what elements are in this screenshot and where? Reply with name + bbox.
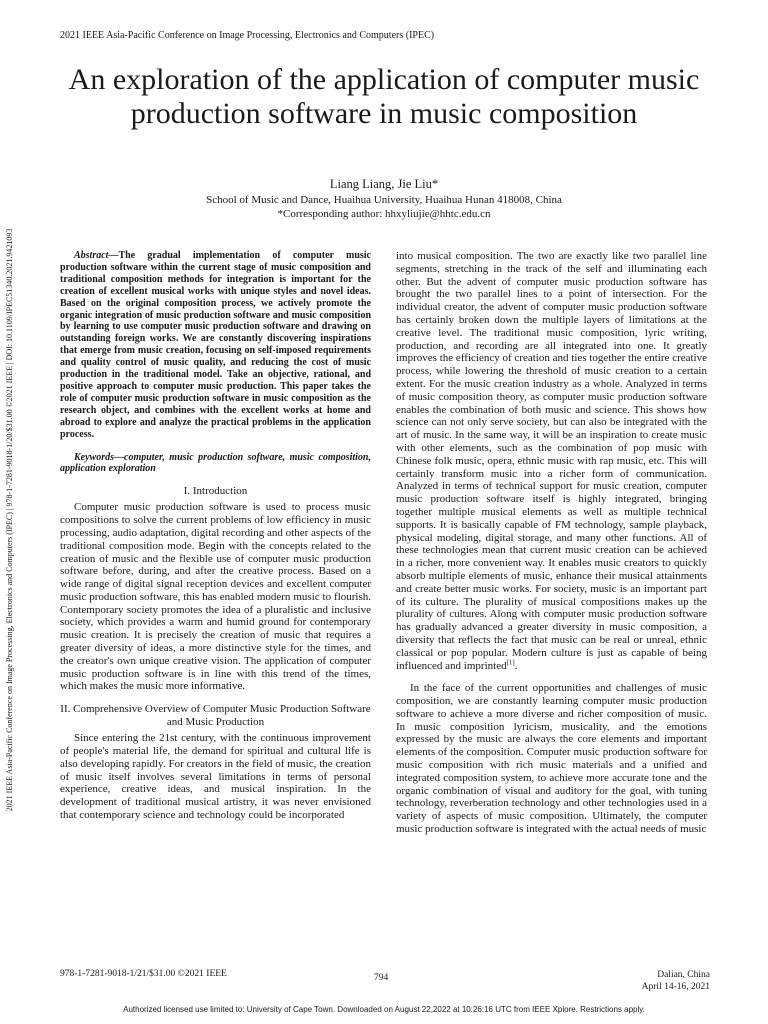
right-paragraph-1-end: . bbox=[514, 659, 518, 672]
license-notice: Authorized licensed use limited to: University of Cape Town. Downloaded on August 22,2022 at 10:26:16 UTC from IEEE Xplore. Restrictions apply. bbox=[123, 1005, 645, 1014]
right-column bbox=[396, 250, 707, 836]
affiliation: School of Music and Dance, Huaihua University, Huaihua Hunan 418008, China bbox=[206, 194, 562, 206]
left-column bbox=[60, 250, 371, 822]
introduction-paragraph: Computer music production software is used to process music compositions to solve the current problems of low efficiency in music processing, audio adaptation, digital recording and other aspects of the traditional composition mode. Begin with the concepts related to the creation of music and the flexible use of computer music production software before, during, and after the creative process. Based on a wide range of digital signal reception devices and excellent computer music production software, this has enabled modern music to flourish. Contemporary society promotes the idea of a pluralistic and inclusive society, which provides a warm and humid ground for contemporary music creation. It is precisely the creation of music that requires a greater diversity of ideas, a more distinctive style for the times, and the creator's own unique creative vision. The application of computer music production software is in line with this trend of the times, which makes the music more informative. bbox=[60, 501, 371, 693]
citation-ref: [1] bbox=[506, 657, 515, 666]
overview-paragraph: Since entering the 21st century, with the continuous improvement of people's material life, the demand for spiritual and cultural life is also developing rapidly. For creators in the field of music, the creation of music itself involves several limitations in terms of personal experience, creative ideas, and musical inspiration. In the development of traditional musical artistry, it was never envisioned that contemporary science and technology could be incorporated bbox=[60, 732, 371, 822]
section-heading-introduction: I. Introduction bbox=[183, 485, 248, 498]
right-paragraph-1 bbox=[396, 250, 707, 672]
abstract-text: The gradual implementation of computer music production software within the current stage of music composition and traditional composition methods for integration is important for the creation of excellent musical works with unique styles and novel ideas. Based on the original composition process, we actively promote the organic integration of music production software and music composition by learning to use computer music production software and drawing on outstanding foreign works. We are constantly discovering inspirations that emerge from music creation, focusing on self-imposed requirements and quality control of music quality, and reducing the cost of music production in the traditional model. Take an objective, rational, and positive approach to computer music production. This paper takes the role of computer music production software in music composition as the research object, and combines with the excellent works at home and abroad to explore and analyze the practical problems in the application process. bbox=[60, 250, 371, 440]
section-heading-overview: II. Comprehensive Overview of Computer Music Production Software and Music Production bbox=[60, 703, 371, 729]
footer-location: Dalian, China bbox=[657, 970, 710, 980]
paper-title: An exploration of the application of computer music production software in music composition bbox=[68, 63, 700, 130]
footer-dates: April 14-16, 2021 bbox=[641, 982, 710, 992]
side-doi-text: 2021 IEEE Asia-Pacific Conference on Image Processing, Electronics and Computers (IPEC) | 978-1-7281-9018-1/20/$31.00 ©2021 IEEE | DOI: 10.1109/IPEC51340.2021.9421093 bbox=[5, 228, 14, 812]
abstract-label: Abstract— bbox=[74, 250, 119, 261]
affiliation-block bbox=[40, 194, 728, 221]
corresponding-author: *Corresponding author: hhxyliujie@hhtc.edu.cn bbox=[277, 207, 491, 220]
conference-header: 2021 IEEE Asia-Pacific Conference on Image Processing, Electronics and Computers (IPEC) bbox=[60, 30, 435, 41]
keywords: Keywords—computer, music production software, music composition, application exploration bbox=[60, 451, 371, 475]
page-number: 794 bbox=[374, 973, 389, 983]
authors: Liang Liang, Jie Liu* bbox=[329, 177, 439, 191]
footer-location-dates bbox=[642, 969, 710, 993]
right-paragraph-2: In the face of the current opportunities and challenges of music composition, we are constantly learning computer music production software to achieve a more diverse and richer composition of music. In music composition lyricism, musicality, and the emotions expressed by the music are always the core elements and important elements of the composition. Computer music production software for music composition with rich music materials and a unified and integrated composition system, to achieve more accurate tone and the organic combination of visual and auditory for the goal, with tuning technology, reverberation technology and other technologies used in a variety of aspects of music composition. Ultimately, the computer music production software is integrated with the actual needs of music bbox=[396, 682, 707, 836]
right-paragraph-1-text: into musical composition. The two are exactly like two parallel line segments, stretching in the track of the self and illuminating each other. But the advent of computer music production software has brought the two parallel lines to a point of intersection. For the individual creator, the advent of computer music production software has certainly broken down the multiple layers of limitations at the creative level. The traditional music composition, lyric writing, production, and recording are all integrated into one. It greatly improves the efficiency of creation and ties together the entire creative process, while lowering the threshold of music creation to a certain extent. For the music creation industry as a whole. Analyzed in terms of music composition theory, as computer music production software enables the combination of both music and science. This shows how science can not only serve society, but can also be integrated with the art of music. In the same way, it will be an inspiration to create music with other elements, such as the combination of pop music with Chinese folk music, opera, ethnic music with rap music, etc. This will certainly transform music into a richer form of communication. Analyzed in terms of technical support for music creation, computer music production software itself is highly integrated, bringing together multiple musical elements as well as multiple technical supports. It is basically capable of FM technology, sample playback, physical modeling, digital storage, and many other functions. All of these technologies mean that current music creation can be achieved in a richer, more convenient way. It enables music creators to quickly absorb multiple elements of music, enhance their musical attainments and create better music works. For society, music is an important part of its culture. The plurality of musical compositions makes up the plurality of cultures. Along with computer music production software has gradually advanced a greater diversity in music composition, a diversity that reflects the fact that music can be real or unreal, ethnic classical or pop popular. Modern culture is just as capable of being influenced and imprinted bbox=[396, 250, 707, 672]
footer-isbn: 978-1-7281-9018-1/21/$31.00 ©2021 IEEE bbox=[60, 969, 227, 979]
abstract bbox=[60, 250, 371, 441]
